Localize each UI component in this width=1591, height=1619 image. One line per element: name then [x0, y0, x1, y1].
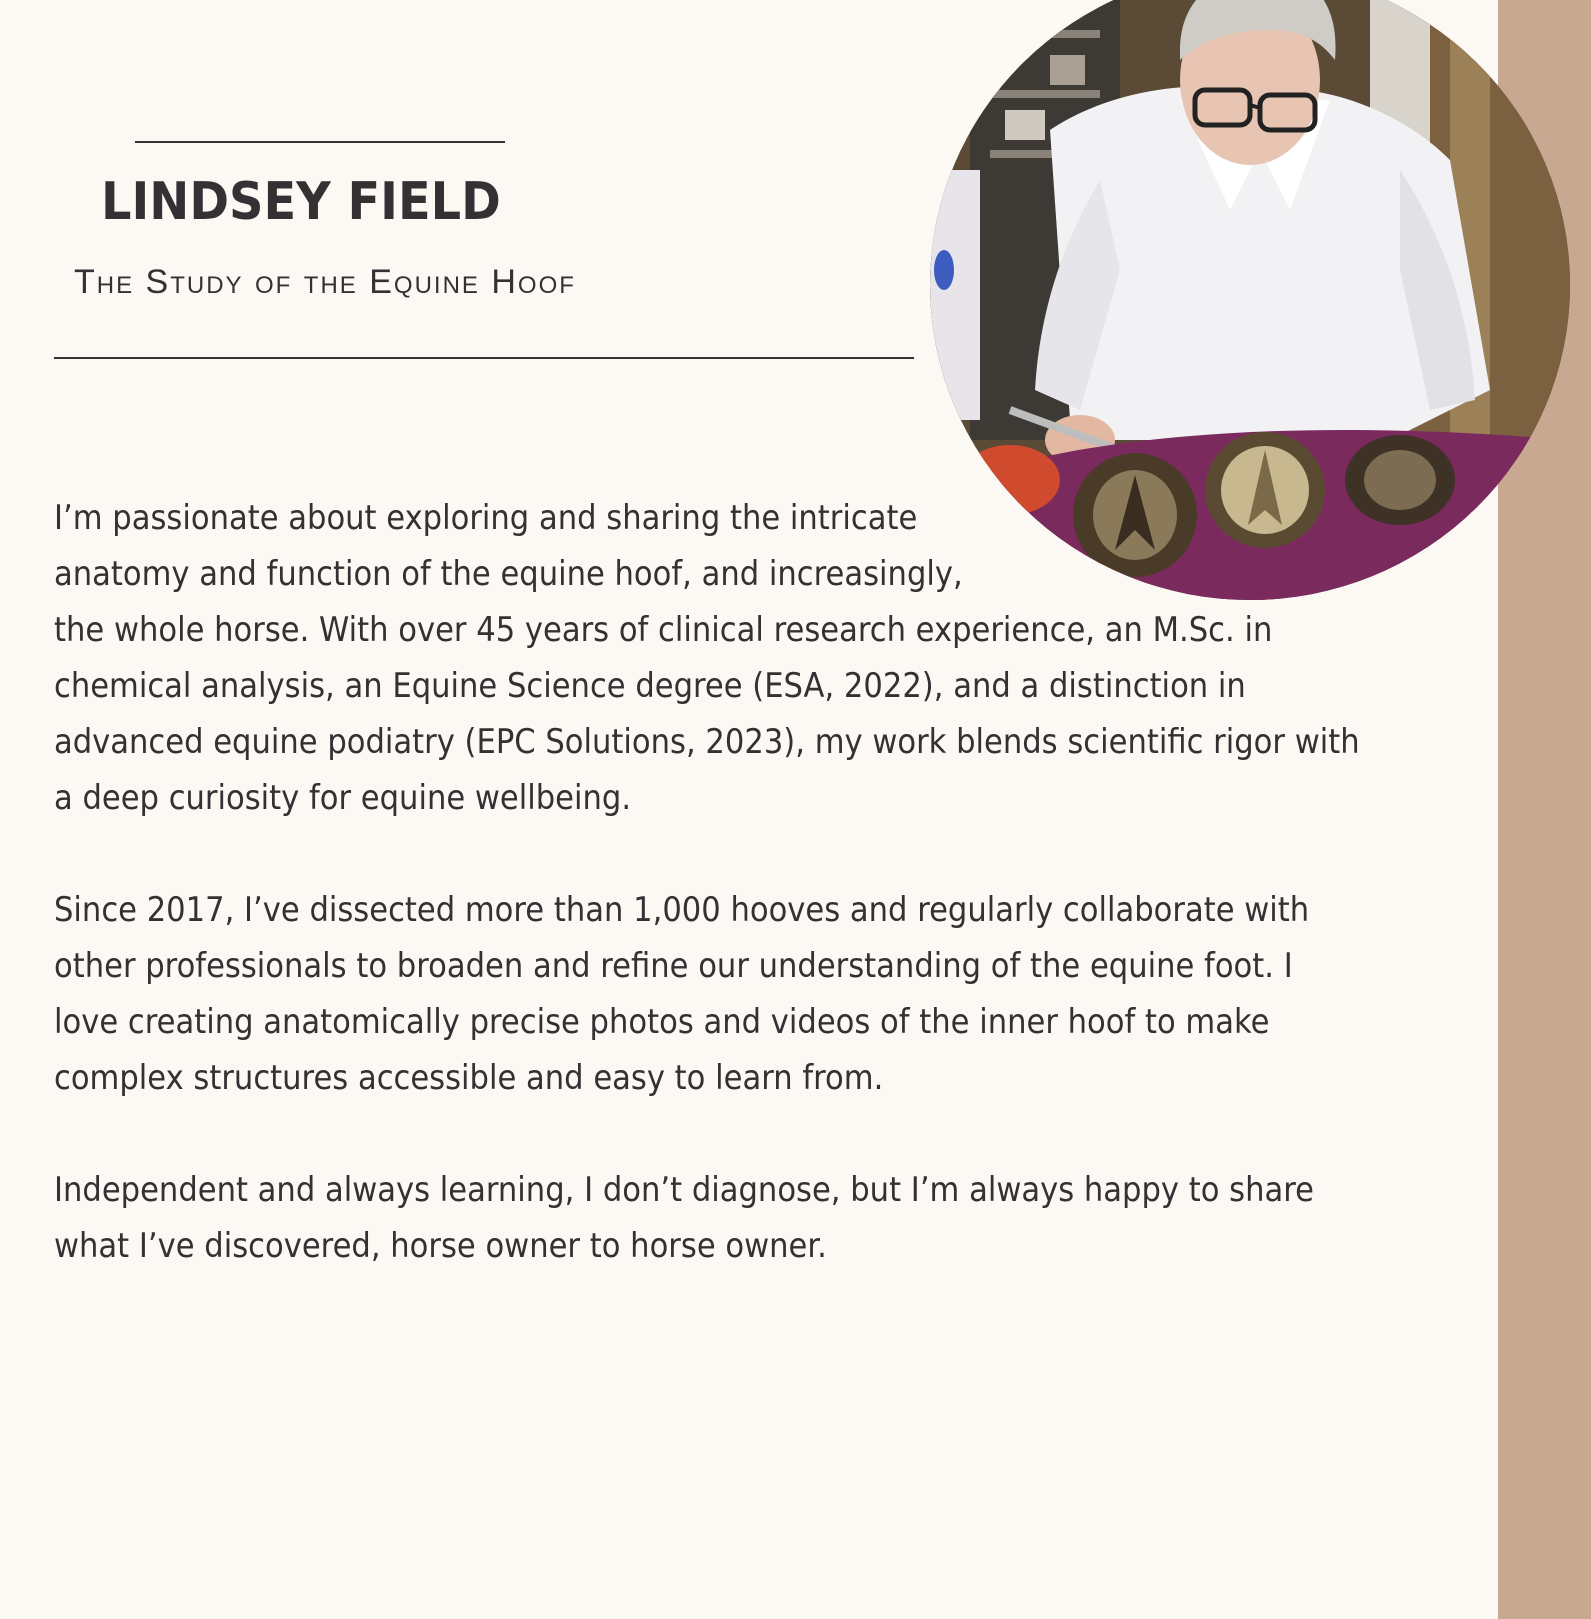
page-subtitle: The Study of the Equine Hoof — [74, 263, 576, 301]
bio-paragraph-2: Since 2017, I’ve dissected more than 1,000 hooves and regularly collaborate with other professionals to broaden and refine our understanding of the equine foot. I love creating anatomically precise photos and videos of the inner hoof to make complex structures accessible and easy to learn from. — [54, 890, 1310, 1098]
page-title: LINDSEY FIELD — [101, 172, 501, 232]
bio-paragraph-1: I’m passionate about exploring and sharing the intricate anatomy and function of the equine hoof, and increasingly, the whole horse. With over 45 years of clinical research experience, an M.Sc. in chemical analysis, an Equine Science degree (ESA, 2022), and a distinction in advanced equine podiatry (EPC Solutions, 2023), my work blends scientific rigor with a deep curiosity for equine wellbeing. — [54, 498, 1360, 818]
bio-text — [54, 490, 1494, 1330]
bio-paragraph-3: Independent and always learning, I don’t diagnose, but I’m always happy to share what I’ve discovered, horse owner to horse owner. — [54, 1170, 1314, 1266]
header-top-divider — [135, 141, 505, 143]
header-bottom-divider — [54, 357, 914, 359]
